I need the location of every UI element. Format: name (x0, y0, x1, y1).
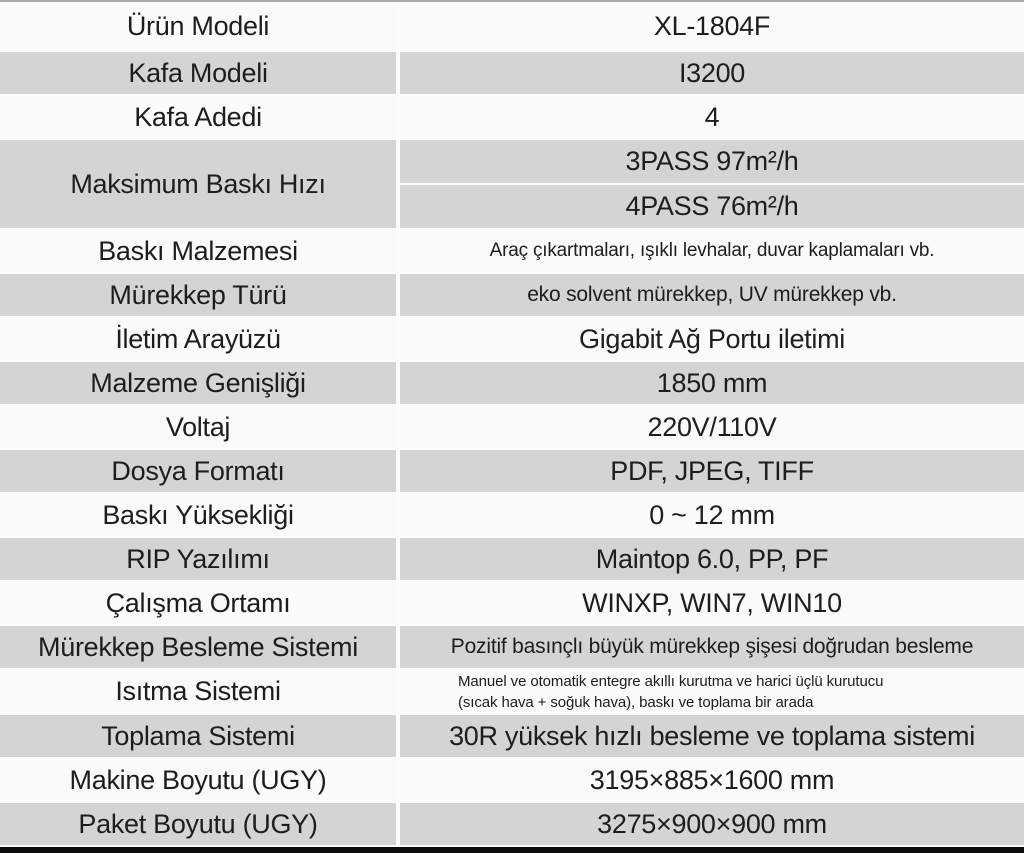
spec-value: XL-1804F (400, 2, 1024, 52)
spec-value: Pozitif basınçlı büyük mürekkep şişesi doğrudan besleme (400, 626, 1024, 670)
spec-value: 0 ~ 12 mm (400, 494, 1024, 538)
table-row (0, 362, 1024, 406)
table-row (0, 759, 1024, 803)
table-row (0, 715, 1024, 759)
spec-value (400, 670, 1024, 715)
spec-value: Maintop 6.0, PP, PF (400, 538, 1024, 582)
table-row-merged (0, 140, 1024, 230)
table-row (0, 582, 1024, 626)
spec-label: Kafa Modeli (0, 52, 400, 96)
spec-label: Maksimum Baskı Hızı (0, 140, 400, 230)
table-row (0, 318, 1024, 362)
spec-label: RIP Yazılımı (0, 538, 400, 582)
table-row (0, 274, 1024, 318)
spec-value: 3275×900×900 mm (400, 803, 1024, 847)
spec-value: Gigabit Ağ Portu iletimi (400, 318, 1024, 362)
spec-value: 220V/110V (400, 406, 1024, 450)
spec-label: Isıtma Sistemi (0, 670, 400, 715)
table-row (0, 406, 1024, 450)
spec-value-line: (sıcak hava + soğuk hava), baskı ve toplama bir arada (458, 693, 814, 711)
spec-label: Makine Boyutu (UGY) (0, 759, 400, 803)
table-row (0, 230, 1024, 274)
table-row (0, 538, 1024, 582)
spec-label: Paket Boyutu (UGY) (0, 803, 400, 847)
spec-label: Kafa Adedi (0, 96, 400, 140)
spec-label: Toplama Sistemi (0, 715, 400, 759)
spec-label: Mürekkep Türü (0, 274, 400, 318)
spec-label: Dosya Formatı (0, 450, 400, 494)
spec-label: Çalışma Ortamı (0, 582, 400, 626)
spec-value: 1850 mm (400, 362, 1024, 406)
spec-value: Araç çıkartmaları, ışıklı levhalar, duvar kaplamaları vb. (400, 230, 1024, 274)
spec-value: I3200 (400, 52, 1024, 96)
spec-value: 4PASS 76m²/h (400, 185, 1024, 230)
spec-value: 30R yüksek hızlı besleme ve toplama sistemi (400, 715, 1024, 759)
spec-label: İletim Arayüzü (0, 318, 400, 362)
spec-label: Ürün Modeli (0, 2, 400, 52)
spec-value-stack (400, 140, 1024, 230)
spec-label: Baskı Malzemesi (0, 230, 400, 274)
table-row (0, 450, 1024, 494)
spec-label: Baskı Yüksekliği (0, 494, 400, 538)
table-row (0, 626, 1024, 670)
table-row (0, 803, 1024, 847)
spec-label: Malzeme Genişliği (0, 362, 400, 406)
table-row (0, 494, 1024, 538)
spec-value-line: Manuel ve otomatik entegre akıllı kurutma ve harici üçlü kurutucu (458, 672, 884, 690)
table-row (0, 52, 1024, 96)
spec-value: 4 (400, 96, 1024, 140)
spec-label: Voltaj (0, 406, 400, 450)
spec-label: Mürekkep Besleme Sistemi (0, 626, 400, 670)
spec-value: 3PASS 97m²/h (400, 140, 1024, 185)
spec-value: 3195×885×1600 mm (400, 759, 1024, 803)
spec-value: eko solvent mürekkep, UV mürekkep vb. (400, 274, 1024, 318)
table-row (0, 670, 1024, 715)
table-row (0, 2, 1024, 52)
table-row (0, 96, 1024, 140)
spec-value: PDF, JPEG, TIFF (400, 450, 1024, 494)
spec-value: WINXP, WIN7, WIN10 (400, 582, 1024, 626)
